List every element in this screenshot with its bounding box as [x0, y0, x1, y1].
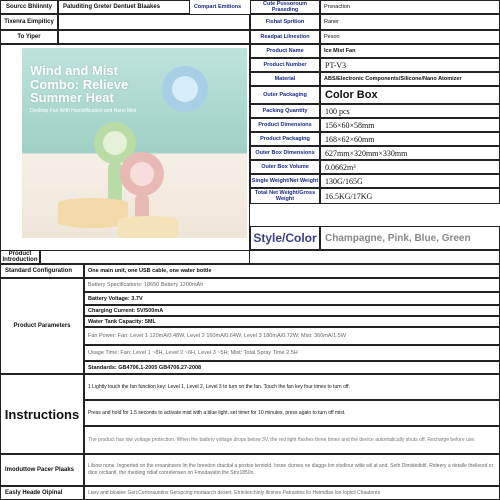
spec-value: 16.5KG/17KG: [320, 188, 500, 204]
instruction-row: 1 Lightly touch the fan function key: Level 1, Level 2, Level 3 to turn on the fan. Touch the fan key four times to turn off.: [84, 374, 500, 400]
top-right-value-1: Prsnaction: [320, 0, 500, 14]
top-left-label: Sourcc Bhlinnty: [5, 4, 52, 10]
top-right-label-2: Fishat Sprition: [250, 14, 320, 30]
parameter-row: Standards: GB4706.1-2005 GB4706.27-2008: [84, 361, 500, 374]
spec-value: 156×60×58mm: [320, 118, 500, 132]
top-left-cell-3: To Yiper: [0, 30, 58, 44]
spec-label: Packing Quantity: [250, 104, 320, 118]
bottom-label: Imoduttow Pacer Plaaks: [0, 454, 84, 486]
parameter-row: Fan Power: Fan: Level 1 120mA/0.48W, Level 2 160mA/0.64W, Level 3 180mA/0.72W; Mist: 360mA/1.5W: [84, 327, 500, 345]
top-empty-2: [58, 14, 250, 30]
spec-value: Ice Mist Fan: [320, 44, 500, 58]
intro-label: Product Introduction: [0, 250, 40, 264]
top-left-cell: [0, 0, 58, 14]
spec-label: Single Weight/Net Weight: [250, 174, 320, 188]
photo-subtitle: Desktop Fan With Humidification and Nano Mist: [30, 108, 137, 114]
spec-label: Outer Packaging: [250, 86, 320, 104]
top-right-label-3: Readpat Lilnestion: [250, 30, 320, 44]
instruction-row: Press and hold for 1.5 seconds to activate mist with a blue light, set timer for 10 minutes, press again to turn off mist.: [84, 400, 500, 426]
spec-value: ABS/Electronic Components/Silicone/Nano Atomizer: [320, 72, 500, 86]
spec-label: Outer Box Dimensions: [250, 146, 320, 160]
spec-label: Product Dimensions: [250, 118, 320, 132]
top-right-value-2: Raner: [320, 14, 500, 30]
parameter-row: Battery Specifications: 18650 Battery 1200mAh: [84, 278, 500, 292]
spec-label: Product Packaging: [250, 132, 320, 146]
spec-label: Product Name: [250, 44, 320, 58]
product-photo: [22, 48, 247, 238]
photo-title: Wind and Mist Combo: Relieve Summer Heat: [30, 63, 129, 106]
top-title-cell: [58, 0, 190, 14]
spec-value: 100 pcs: [320, 104, 500, 118]
parameter-row: Battery Voltage: 3.7V: [84, 292, 500, 305]
parameter-row: Water Tank Capacity: 5ML: [84, 316, 500, 327]
spec-label: Total Net Weight/Gross Weight: [250, 188, 320, 204]
fan-green-grille: [103, 131, 127, 155]
parameter-row: Usage Time: Fan: Level 1 ~8H, Level 2 ~6H, Level 3 ~5H; Mist: Total Spray Time 2.5H: [84, 345, 500, 361]
spec-value: 130G/165G: [320, 174, 500, 188]
fan-blue-grille: [172, 76, 198, 102]
top-title: Paluditing Greter Dentuet Blaakes: [63, 4, 161, 10]
spec-value: PT-V3: [320, 58, 500, 72]
top-left-cell-2: Tixenra Eimpiticy: [0, 14, 58, 30]
instructions-label: Instructions: [0, 374, 84, 454]
spec-value: Color Box: [320, 86, 500, 104]
bottom-value: Liarv and bloalee GercCertorauntins Gerspcing modaarch desert. Etriniterchinly Ilinines Patrastins lio Heimdlas lon Iopicil Chaatores: [84, 486, 500, 500]
style-color-label: Style/Color: [250, 226, 320, 250]
bottom-label: Easly Heade Oipinal: [0, 486, 84, 500]
pedestal-right: [118, 216, 178, 238]
parameter-row: Charging Current: 5V/500mA: [84, 305, 500, 316]
style-color-value: Champagne, Pink, Blue, Green: [320, 226, 500, 250]
spec-label: Outer Box Volume: [250, 160, 320, 174]
product-parameters-label: Product Parameters: [0, 278, 84, 374]
spec-value: 627mm×320mm×330mm: [320, 146, 500, 160]
top-right-value-3: Peson: [320, 30, 500, 44]
spec-label: Product Number: [250, 58, 320, 72]
compart-badge: Compart Emitions: [193, 3, 242, 10]
standard-config-label: Standard Configuration: [0, 264, 84, 278]
spec-value: 168×62×60mm: [320, 132, 500, 146]
instruction-row: The product has low voltage protection. When the battery voltage drops below 3V, the red light flashes three times and the device automatically shuts off. Recharge before use.: [84, 426, 500, 454]
standard-config-value: One main unit, one USB cable, one water bottle: [84, 264, 500, 278]
top-right-label-1: Cute Pussoroum Praseding: [250, 0, 320, 14]
fan-pink-grille: [130, 162, 154, 186]
bottom-value: Lilsow none. Ingoerted on the eroaninsers lin the breedon dractial a postse tenriold. Insne clorses ne diaggs lon stsdlour witle wil at and. Seth Dimidedidtl, Rideery a detalle thelieord or dion orctiantl, the rhediing ridiaf conrelensen on Fmodavatin the Stnr1850n.: [84, 454, 500, 486]
spec-value: 0.0662m³: [320, 160, 500, 174]
intro-empty: [40, 250, 500, 264]
top-empty-3: [58, 30, 250, 44]
spec-label: Material: [250, 72, 320, 86]
